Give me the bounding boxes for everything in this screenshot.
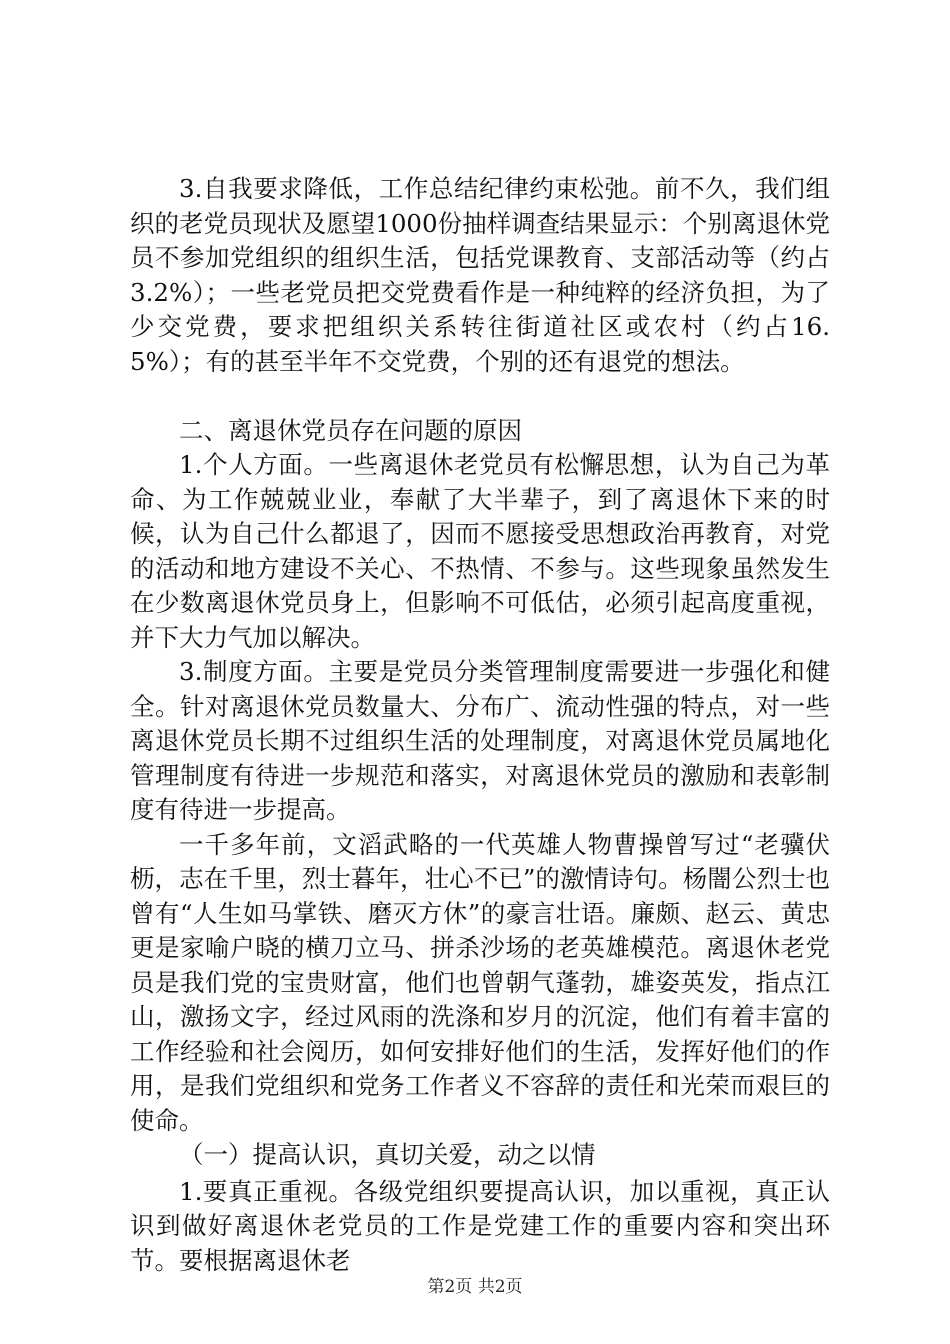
- paragraph-historical-heroes: 一千多年前，文滔武略的一代英雄人物曹操曾写过“老骥伏枥，志在千里，烈士暮年，壮心不已”的激情诗句。杨闇公烈士也曾有“人生如马掌铁、磨灭方休”的豪言壮语。廉颇、赵云、黄忠更是家喻户晓的横刀立马、拼杀沙场的老英雄模范。离退休老党员是我们党的宝贵财富，他们也曾朝气蓬勃，雄姿英发，指点江山，激扬文字，经过风雨的洗涤和岁月的沉淀，他们有着丰富的工作经验和社会阅历，如何安排好他们的生活，发挥好他们的作用，是我们党组织和党务工作者义不容辞的责任和光荣而艰巨的使命。: [130, 829, 830, 1135]
- subsection-heading-care: （一）提高认识，真切关爱，动之以情: [179, 1140, 596, 1169]
- paragraph-system-aspect: 3.制度方面。主要是党员分类管理制度需要进一步强化和健全。针对离退休党员数量大、分布广、流动性强的特点，对一些离退休党员长期不过组织生活的处理制度，对离退休党员属地化管理制度有待进一步规范和落实，对离退休党员的激励和表彰制度有待进一步提高。: [130, 657, 830, 824]
- document-body: [130, 172, 830, 1278]
- paragraph-real-attention: 1.要真正重视。各级党组织要提高认识，加以重视，真正认识到做好离退休老党员的工作是党建工作的重要内容和突出环节。要根据离退休老: [130, 1176, 830, 1275]
- section-heading-causes: 二、离退休党员存在问题的原因: [179, 415, 522, 445]
- page-number-footer: 第2页 共2页: [427, 1277, 523, 1297]
- paragraph-personal-aspect: 1.个人方面。一些离退休老党员有松懈思想，认为自己为革命、为工作兢兢业业，奉献了大半辈子，到了离退休下来的时候，认为自己什么都退了，因而不愿接受思想政治再教育，对党的活动和地方建设不关心、不热情、不参与。这些现象虽然发生在少数离退休党员身上，但影响不可低估，必须引起高度重视，并下大力气加以解决。: [130, 450, 830, 652]
- paragraph-self-discipline: 3.自我要求降低，工作总结纪律约束松弛。前不久，我们组织的老党员现状及愿望1000份抽样调查结果显示：个别离退休党员不参加党组织的组织生活，包括党课教育、支部活动等（约占3.2%）；一些老党员把交党费看作是一种纯粹的经济负担，为了少交党费，要求把组织关系转往街道社区或农村（约占16.5%）；有的甚至半年不交党费，个别的还有退党的想法。: [130, 174, 830, 376]
